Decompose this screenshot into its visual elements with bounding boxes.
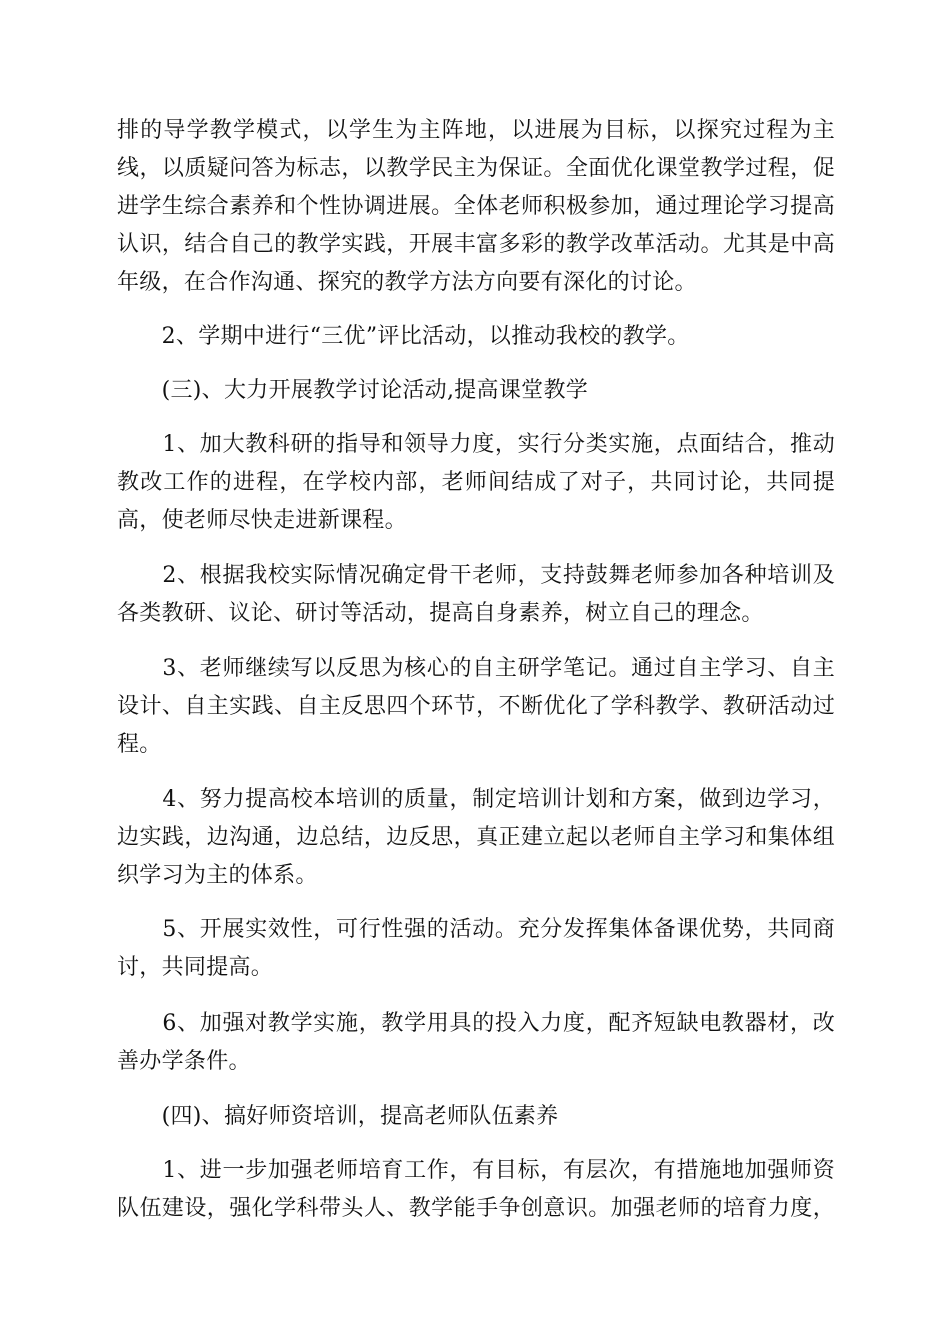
paragraph-intro-continued xyxy=(117,112,835,302)
paragraph-line: 1、加大教科研的指导和领导力度，实行分类实施，点面结合，推动 xyxy=(117,432,835,457)
paragraph-line: 边实践，边沟通，边总结，边反思，真正建立起以老师自主学习和集体组 xyxy=(117,825,835,850)
paragraph-item-2-backbone xyxy=(117,557,835,633)
paragraph-line: 线，以质疑问答为标志，以教学民主为保证。全面优化课堂教学过程，促 xyxy=(117,156,835,181)
paragraph-line: 程。 xyxy=(117,732,162,757)
section-heading-line: (四)、搞好师资培训，提高老师队伍素养 xyxy=(117,1104,559,1129)
section-heading-3 xyxy=(117,372,835,410)
paragraph-line: 讨，共同提高。 xyxy=(117,955,274,980)
paragraph-line: 3、老师继续写以反思为核心的自主研学笔记。通过自主学习、自主 xyxy=(117,656,835,681)
paragraph-line: 排的导学教学模式，以学生为主阵地，以进展为目标，以探究过程为主 xyxy=(117,118,835,143)
paragraph-item-1-research xyxy=(117,426,835,540)
paragraph-line: 5、开展实效性，可行性强的活动。充分发挥集体备课优势，共同商 xyxy=(117,917,835,942)
paragraph-line: 队伍建设，强化学科带头人、教学能手争创意识。加强老师的培育力度， xyxy=(117,1196,835,1221)
paragraph-line: 教改工作的进程，在学校内部，老师间结成了对子，共同讨论，共同提 xyxy=(117,470,835,495)
paragraph-line: 年级，在合作沟通、探究的教学方法方向要有深化的讨论。 xyxy=(117,270,697,295)
paragraph-item-6-equipment xyxy=(117,1005,835,1081)
paragraph-item-2-three-excellence xyxy=(117,318,835,356)
paragraph-line: 进学生综合素养和个性协调进展。全体老师积极参加，通过理论学习提高 xyxy=(117,194,835,219)
paragraph-line: 善办学条件。 xyxy=(117,1049,251,1074)
paragraph-line: 织学习为主的体系。 xyxy=(117,863,318,888)
paragraph-line: 高，使老师尽快走进新课程。 xyxy=(117,508,407,533)
paragraph-item-3-notes xyxy=(117,650,835,764)
section-heading-line: (三)、大力开展教学讨论活动,提高课堂教学 xyxy=(117,378,589,403)
paragraph-line: 2、根据我校实际情况确定骨干老师，支持鼓舞老师参加各种培训及 xyxy=(117,563,835,588)
paragraph-line: 4、努力提高校本培训的质量，制定培训计划和方案，做到边学习， xyxy=(117,787,835,812)
paragraph-line: 6、加强对教学实施，教学用具的投入力度，配齐短缺电教器材，改 xyxy=(117,1011,835,1036)
paragraph-line: 1、进一步加强老师培育工作，有目标，有层次，有措施地加强师资 xyxy=(117,1158,835,1183)
paragraph-line: 2、学期中进行“三优”评比活动，以推动我校的教学。 xyxy=(117,324,690,349)
paragraph-line: 各类教研、议论、研讨等活动，提高自身素养，树立自己的理念。 xyxy=(117,601,764,626)
paragraph-item-5-activities xyxy=(117,911,835,987)
paragraph-item-4-training xyxy=(117,781,835,895)
section-heading-4 xyxy=(117,1098,835,1136)
paragraph-line: 设计、自主实践、自主反思四个环节，不断优化了学科教学、教研活动过 xyxy=(117,694,835,719)
paragraph-item-1-teacher-cultivation xyxy=(117,1152,835,1228)
paragraph-line: 认识，结合自己的教学实践，开展丰富多彩的教学改革活动。尤其是中高 xyxy=(117,232,835,257)
